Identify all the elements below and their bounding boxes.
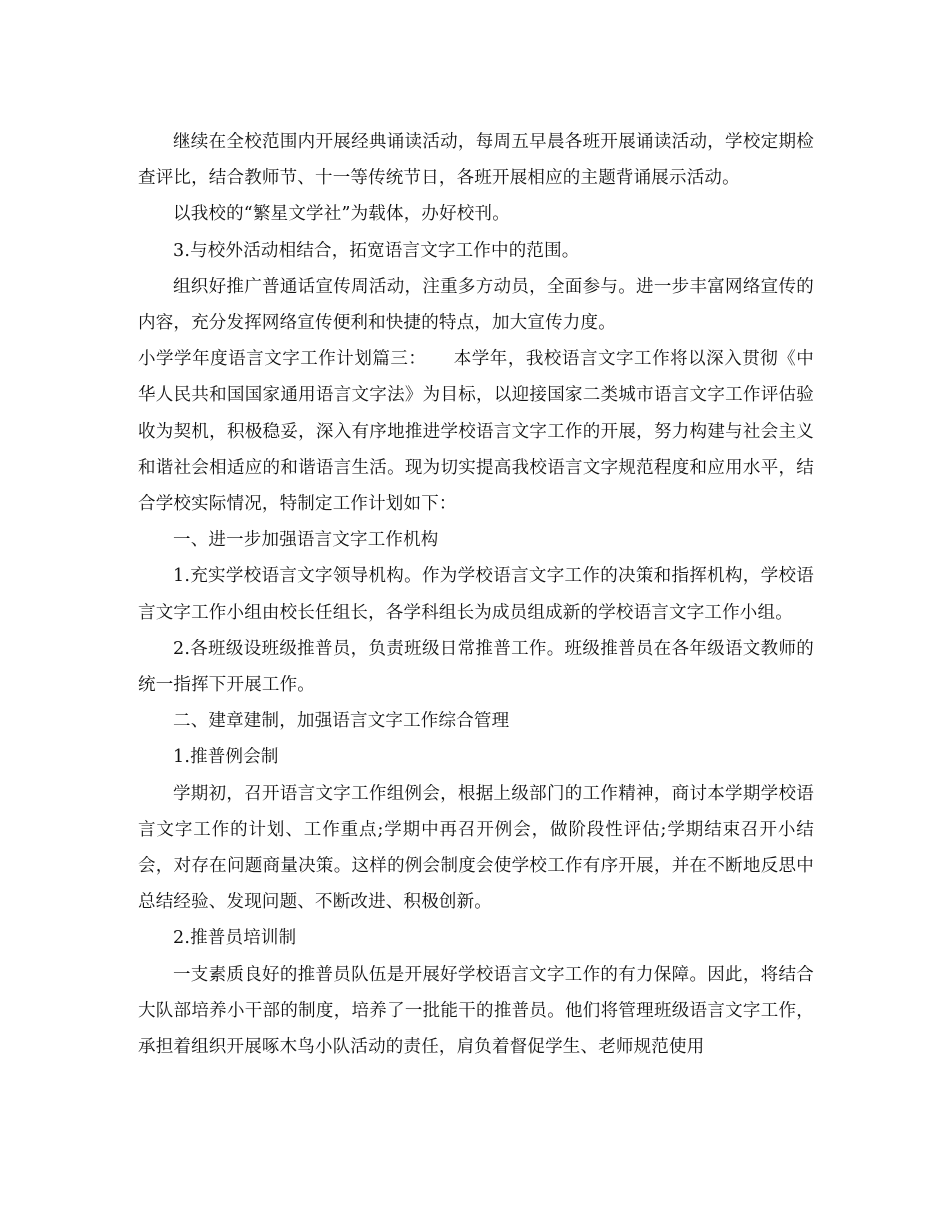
paragraph: 3.与校外活动相结合，拓宽语言文字工作中的范围。 — [173, 240, 580, 261]
paragraph: 学期初，召开语言文字工作组例会，根据上级部门的工作精神，商讨本学期学校语言文字工作的计划、工作重点;学期中再召开例会，做阶段性评估;学期结束召开小结会，对存在问题商量决策。这样的例会制度会使学校工作有序开展，并在不断地反思中总结经验、发现问题、不断改进、积极创新。 — [138, 783, 814, 913]
paragraph: 一支素质良好的推普员队伍是开展好学校语言文字工作的有力保障。因此，将结合大队部培养小干部的制度，培养了一批能干的推普员。他们将管理班级语言文字工作，承担着组织开展啄木鸟小队活动的责任，肩负着督促学生、老师规范使用 — [138, 964, 814, 1058]
paragraph: 2.各班级设班级推普员，负责班级日常推普工作。班级推普员在各年级语文教师的统一指挥下开展工作。 — [138, 638, 814, 696]
paragraph-heading: 一、进一步加强语言文字工作机构 — [173, 530, 439, 551]
paragraph: 1.充实学校语言文字领导机构。作为学校语言文字工作的决策和指挥机构，学校语言文字工作小组由校长任组长，各学科组长为成员组成新的学校语言文字工作小组。 — [138, 566, 814, 623]
paragraph-subheading: 2.推普员培训制 — [173, 928, 297, 949]
paragraph-section-heading: 小学学年度语言文字工作计划篇三： 本学年，我校语言文字工作将以深入贯彻《中华人民共和国国家通用语言文字法》为目标，以迎接国家二类城市语言文字工作评估验收为契机，积极稳妥，深入有序地推进学校语言文字工作的开展，努力构建与社会主义和谐社会相适应的和谐语言生活。现为切实提高我校语言文字规范程度和应用水平，结合学校实际情况，特制定工作计划如下： — [138, 349, 814, 515]
paragraph: 继续在全校范围内开展经典诵读活动，每周五早晨各班开展诵读活动，学校定期检查评比，结合教师节、十一等传统节日，各班开展相应的主题背诵展示活动。 — [138, 132, 814, 189]
paragraph: 组织好推广普通话宣传周活动，注重多方动员，全面参与。进一步丰富网络宣传的内容，充分发挥网络宣传便利和快捷的特点，加大宣传力度。 — [138, 276, 814, 334]
paragraph-heading: 二、建章建制，加强语言文字工作综合管理 — [173, 711, 510, 732]
paragraph: 以我校的“繁星文学社”为载体，办好校刊。 — [173, 204, 510, 225]
paragraph-subheading: 1.推普例会制 — [173, 747, 279, 768]
document-body — [138, 124, 814, 1065]
